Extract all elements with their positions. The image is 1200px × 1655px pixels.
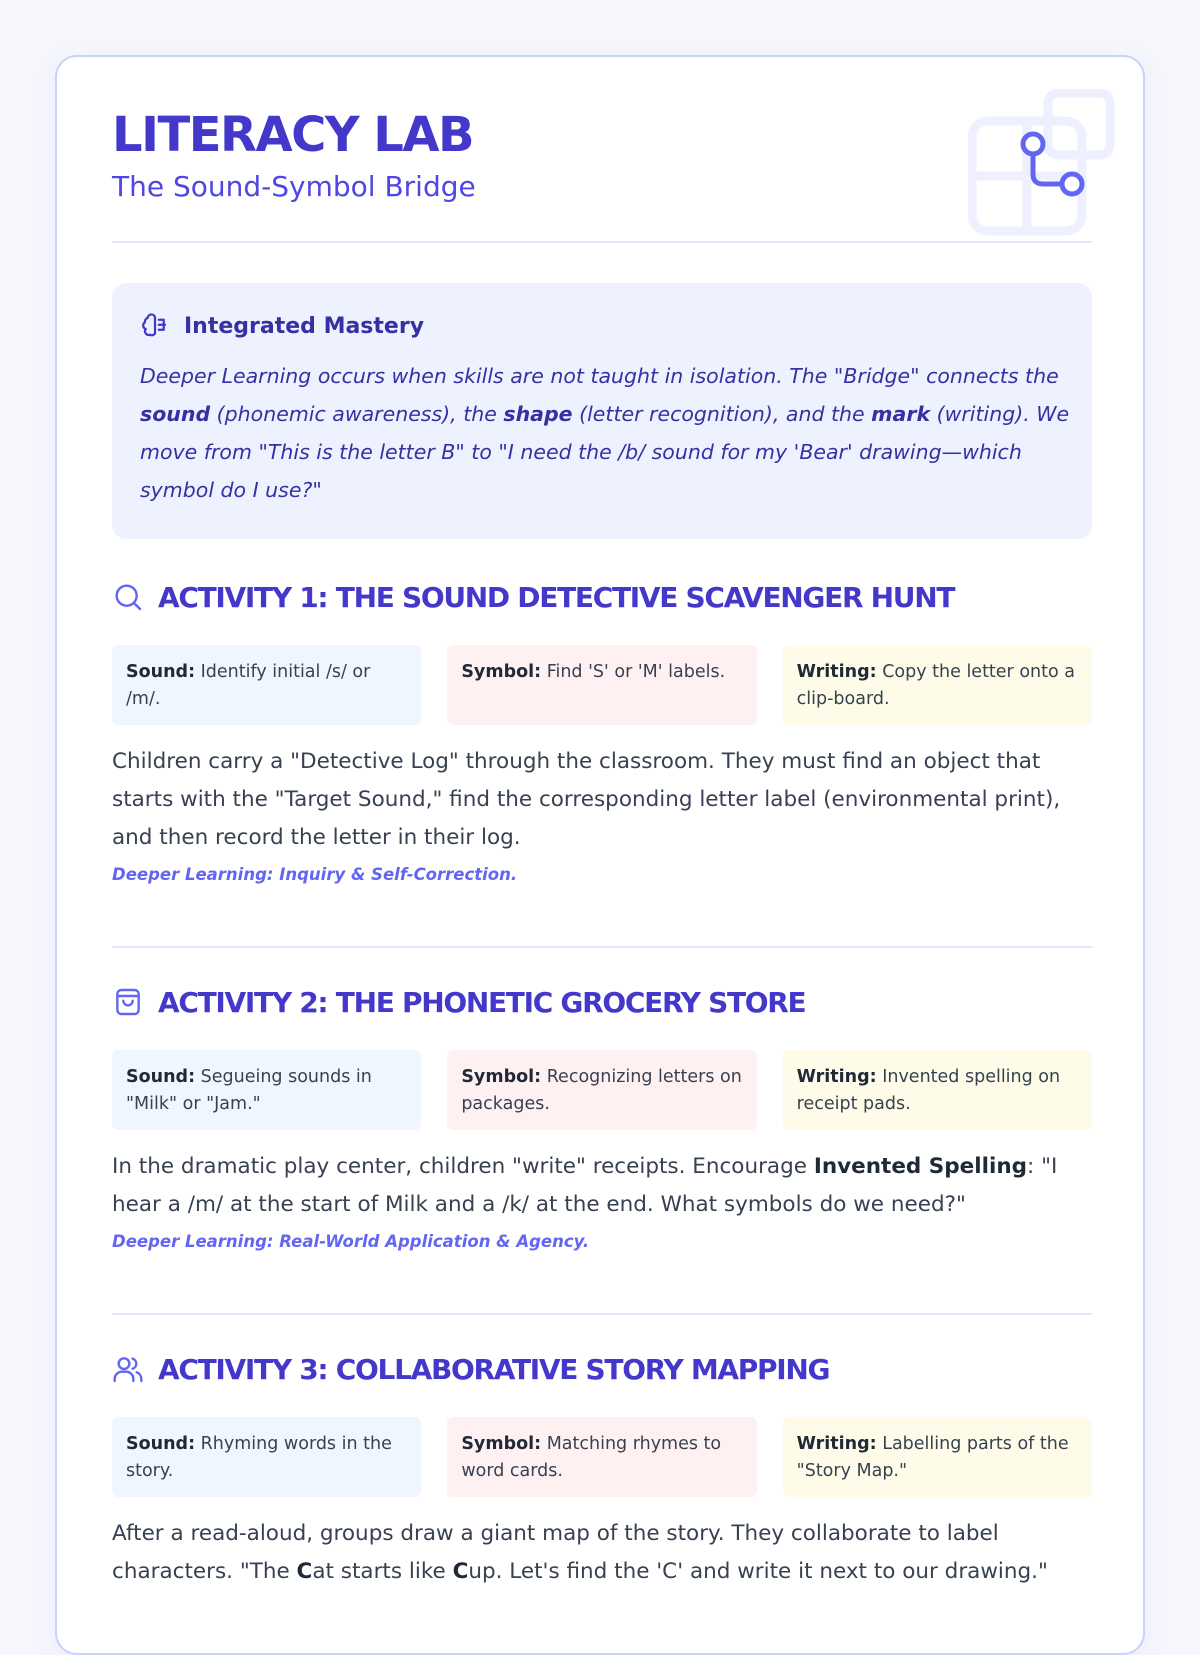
- page-subtitle: The Sound-Symbol Bridge: [112, 169, 476, 203]
- page-title: LITERACY LAB: [112, 107, 474, 163]
- activity-title: ACTIVITY 2: THE PHONETIC GROCERY STORE: [158, 985, 806, 1019]
- brain-icon: [140, 311, 170, 341]
- symbol-box: Symbol: Recognizing letters on packages.: [447, 1050, 756, 1130]
- writing-box: Writing: Copy the letter onto a clip-board.: [783, 645, 1092, 725]
- symbol-box: Symbol: Find 'S' or 'M' labels.: [447, 645, 756, 725]
- callout-title: Integrated Mastery: [184, 313, 425, 339]
- search-icon: [112, 581, 144, 613]
- activity-2: [112, 982, 1092, 1251]
- flow-blocks-icon: [968, 89, 1118, 239]
- sound-box: Sound: Rhyming words in the story.: [112, 1417, 421, 1497]
- sound-box: Sound: Segueing sounds in "Milk" or "Jam.": [112, 1050, 421, 1130]
- users-icon: [112, 1353, 144, 1385]
- activity-description: After a read-aloud, groups draw a giant map of the story. They collaborate to label characters. "The Cat starts like Cup. Let's find the 'C' and write it next to our drawing.": [112, 1521, 1048, 1584]
- activity-3: [112, 1349, 1092, 1591]
- activity-title: ACTIVITY 1: THE SOUND DETECTIVE SCAVENGER HUNT: [158, 580, 955, 614]
- writing-box: Writing: Labelling parts of the "Story Map.": [783, 1417, 1092, 1497]
- symbol-box: Symbol: Matching rhymes to word cards.: [447, 1417, 756, 1497]
- section-divider: [112, 946, 1092, 948]
- lesson-card: [55, 55, 1145, 1655]
- activity-description: Children carry a "Detective Log" through the classroom. They must find an object that starts with the "Target Sound," find the corresponding letter label (environmental print), and then record the letter in their log.: [112, 749, 1061, 850]
- shopping-bag-icon: [112, 986, 144, 1018]
- deeper-learning-note: Deeper Learning: Inquiry & Self-Correction.: [112, 865, 518, 884]
- activity-1: [112, 577, 1092, 884]
- sound-box: Sound: Identify initial /s/ or /m/.: [112, 645, 421, 725]
- writing-box: Writing: Invented spelling on receipt pads.: [783, 1050, 1092, 1130]
- activity-title: ACTIVITY 3: COLLABORATIVE STORY MAPPING: [158, 1352, 830, 1386]
- integrated-mastery-callout: [112, 283, 1092, 539]
- deeper-learning-note: Deeper Learning: Real-World Application & Agency.: [112, 1232, 590, 1251]
- activity-description: In the dramatic play center, children "write" receipts. Encourage Invented Spelling: "I hear a /m/ at the start of Milk and a /k/ at the end. What symbols do we need?": [112, 1154, 1058, 1217]
- section-divider: [112, 1313, 1092, 1315]
- page-header: [112, 109, 1092, 243]
- callout-text: Deeper Learning occurs when skills are not taught in isolation. The "Bridge" connects the sound (phonemic awareness), the shape (letter recognition), and the mark (writing). We move from "This is the letter B" to "I need the /b/ sound for my 'Bear' drawing—which symbol do I use?": [140, 364, 1070, 502]
